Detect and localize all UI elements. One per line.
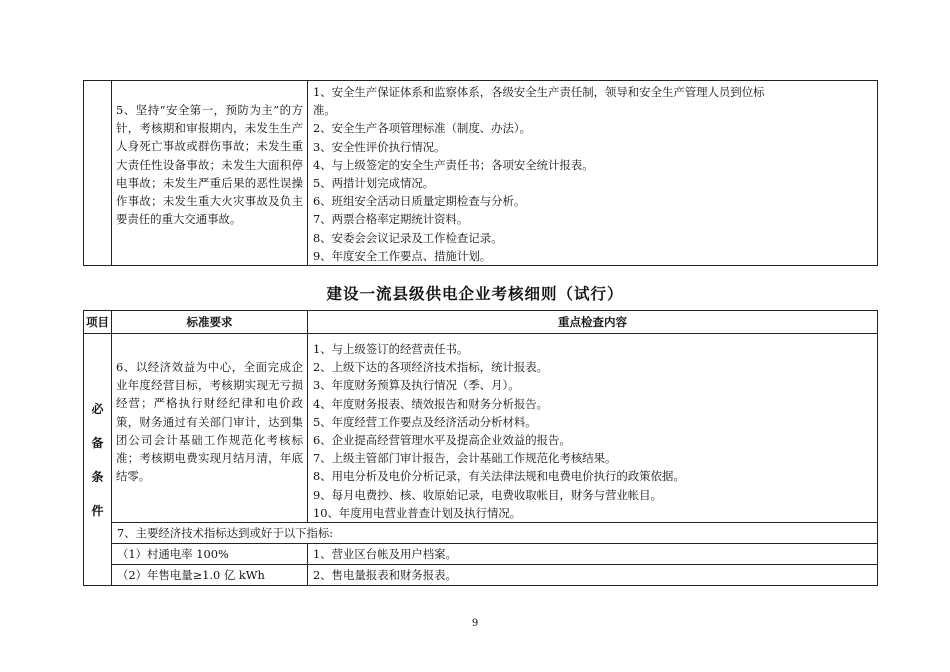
project-cell-empty (84, 81, 112, 266)
economic-requirement (112, 334, 308, 523)
list-item: 5、两措计划完成情况。 (313, 176, 435, 191)
header-standard: 标准要求 (112, 311, 308, 334)
page-number: 9 (471, 618, 479, 629)
list-item: 准。 (313, 103, 336, 118)
list-item: 8、安委会会议记录及工作检查记录。 (313, 230, 503, 245)
project-required-conditions: 必 备 条 件 (84, 334, 112, 586)
safety-table (83, 80, 878, 266)
header-project: 项目 (84, 311, 112, 334)
list-item: 10、年度用电营业普查计划及执行情况。 (313, 505, 522, 520)
list-item: 3、年度财务预算及执行情况（季、月）。 (313, 378, 520, 393)
list-item: 2、安全生产各项管理标准（制度、办法）。 (313, 121, 531, 136)
indicator-content: 1、营业区台帐及用户档案。 (308, 544, 878, 565)
list-item: 6、企业提高经营管理水平及提高企业效益的报告。 (313, 433, 571, 448)
indicator-heading: 7、主要经济技术指标达到或好于以下指标: (112, 523, 878, 544)
indicator-standard: （1）村通电率 100% (112, 544, 308, 565)
list-item: 6、班组安全活动日质量定期检查与分析。 (313, 194, 526, 209)
safety-check-items (308, 81, 878, 266)
indicator-standard: （2）年售电量≥1.0 亿 kWh (112, 565, 308, 586)
list-item: 1、与上级签订的经营责任书。 (313, 342, 469, 356)
assessment-table (83, 310, 878, 586)
list-item: 3、安全性评价执行情况。 (313, 139, 446, 154)
list-item: 8、用电分析及电价分析记录，有关法律法规和电费电价执行的政策依据。 (313, 469, 685, 484)
list-item: 4、与上级签定的安全生产责任书；各项安全统计报表。 (313, 157, 594, 172)
list-item: 4、年度财务报表、绩效报告和财务分析报告。 (313, 396, 549, 411)
list-item: 7、上级主管部门审计报告，会计基础工作规范化考核结果。 (313, 451, 617, 466)
header-content: 重点检查内容 (308, 311, 878, 334)
list-item: 5、年度经营工作要点及经济活动分析材料。 (313, 414, 537, 429)
safety-requirement-text: 5、坚持“安全第一，预防为主”的方针，考核期和审报期内，未发生生产人身死亡事故或群伤事故；未发生重大责任性设备事故；未发生大面积停电事故；未发生严重后果的恶性误操作事故；未发生重大火灾事故及负主要责任的重大交通事故。 (116, 103, 303, 227)
list-item: 9、年度安全工作要点、措施计划。 (313, 248, 492, 263)
list-item: 2、上级下达的各项经济技术指标，统计报表。 (313, 360, 549, 375)
table-header-row (84, 311, 878, 334)
list-item: 7、两票合格率定期统计资料。 (313, 212, 469, 227)
indicator-content: 2、售电量报表和财务报表。 (308, 565, 878, 586)
economic-check-items (308, 334, 878, 523)
safety-requirement (112, 81, 308, 266)
list-item: 1、安全生产保证体系和监察体系，各级安全生产责任制，领导和安全生产管理人员到位标 (313, 85, 765, 99)
table-row (84, 544, 878, 565)
table-row (84, 334, 878, 523)
document-title: 建设一流县级供电企业考核细则（试行） (326, 285, 624, 303)
list-item: 9、每月电费抄、核、收原始记录，电费收取帐目，财务与营业帐目。 (313, 487, 662, 502)
table-row (84, 565, 878, 586)
economic-requirement-text: 6、以经济效益为中心，全面完成企业年度经营目标，考核期实现无亏损经营；严格执行财经纪律和电价政策，财务通过有关部门审计，达到集团公司会计基础工作规范化考核标准；考核期电费实现月结月清，年底结零。 (116, 360, 303, 484)
table-row (84, 523, 878, 544)
